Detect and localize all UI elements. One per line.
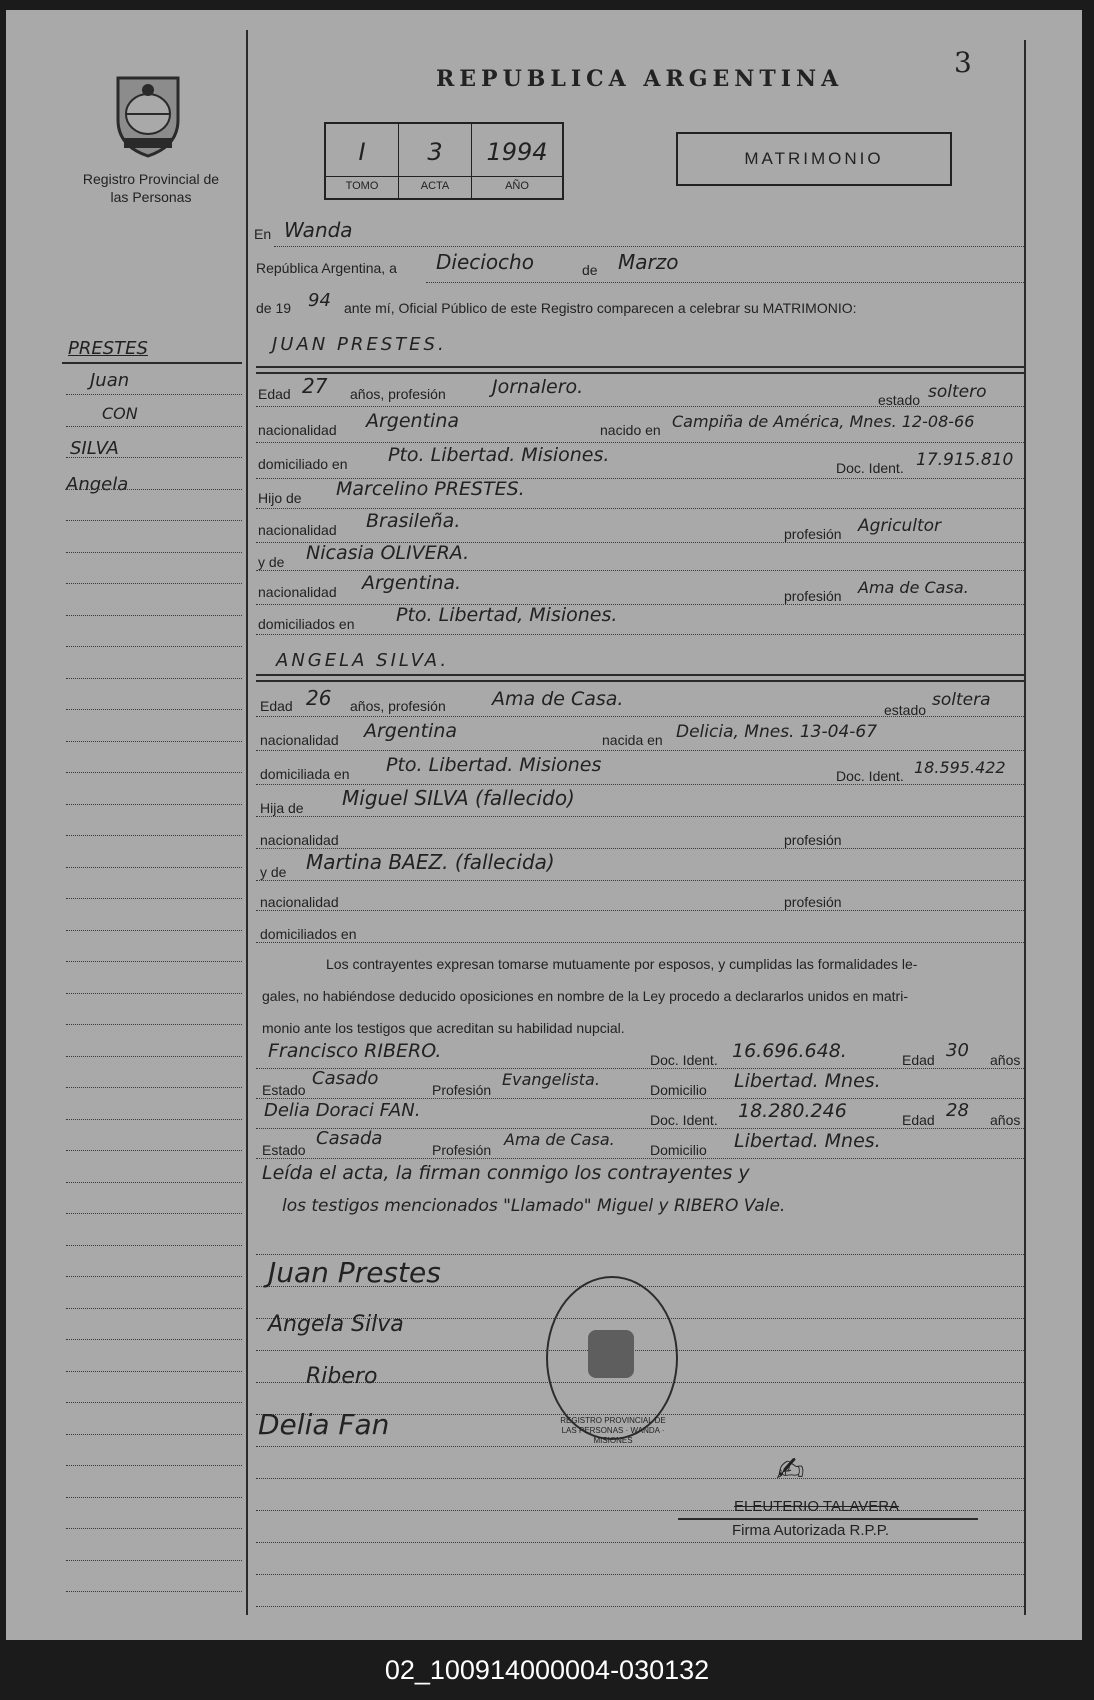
witness-1-profesion-label: Profesión xyxy=(432,1082,492,1098)
year-prefix: de 19 xyxy=(256,300,292,316)
margin-ruled-line xyxy=(66,520,242,521)
year-suffix: 94 xyxy=(308,290,331,311)
margin-ruled-line xyxy=(66,646,242,647)
bride-father-nat-label: nacionalidad xyxy=(260,832,339,848)
place-value: Wanda xyxy=(284,218,353,242)
witness-1-name: Francisco RIBERO. xyxy=(268,1040,442,1062)
groom-domicilio-label: domiciliado en xyxy=(258,456,348,472)
groom-father-prof: Agricultor xyxy=(858,516,942,536)
groom-mother-label: y de xyxy=(258,554,285,570)
de-label: de xyxy=(582,262,598,278)
bride-nacida-label: nacida en xyxy=(602,732,663,748)
groom-name: JUAN PRESTES. xyxy=(272,334,447,355)
groom-doc-label: Doc. Ident. xyxy=(836,460,904,476)
signature-ruled-line xyxy=(256,1446,1024,1447)
margin-ruled-line xyxy=(66,1591,242,1592)
tomo-value: I xyxy=(358,138,366,166)
witness-1-doc-label: Doc. Ident. xyxy=(650,1052,718,1068)
margin-ruled-line xyxy=(66,1245,242,1246)
declaration-line-1: Los contrayentes expresan tomarse mutuamente por esposos, y cumplidas las formalidades le- xyxy=(326,956,918,972)
bride-mother: Martina BAEZ. (fallecida) xyxy=(306,850,555,874)
margin-ruled-line xyxy=(66,1182,242,1183)
groom-father-prof-label: profesión xyxy=(784,526,842,542)
scan-id: 02_100914000004-030132 xyxy=(384,1655,710,1685)
margin-ruled-line xyxy=(66,1024,242,1025)
bride-nationality: Argentina xyxy=(364,720,458,742)
registry-name: Registro Provincial de las Personas xyxy=(82,171,220,205)
margin-ruled-line xyxy=(66,583,242,584)
margin-ruled-line xyxy=(66,867,242,868)
official-title: Firma Autorizada R.P.P. xyxy=(732,1522,890,1539)
groom-parents-dom: Pto. Libertad, Misiones. xyxy=(396,604,618,626)
witness-1-estado-label: Estado xyxy=(262,1082,306,1098)
acta-label: ACTA xyxy=(420,180,450,192)
groom-nacionalidad-label: nacionalidad xyxy=(258,422,337,438)
witness-2-edad-label: Edad xyxy=(902,1112,935,1128)
witness-2-estado: Casada xyxy=(316,1128,383,1149)
margin-ruled-line xyxy=(66,1339,242,1340)
witness-1-anos-label: años xyxy=(990,1052,1021,1068)
bride-profesion-label: años, profesión xyxy=(350,698,446,714)
bride-age: 26 xyxy=(306,686,332,710)
acta-value: 3 xyxy=(427,138,443,166)
closing-line-1: Leída el acta, la firman conmigo los contrayentes y xyxy=(262,1162,750,1184)
margin-ruled-line xyxy=(66,741,242,742)
groom-nationality: Argentina xyxy=(366,410,460,432)
tomo-acta-anio-box xyxy=(324,122,564,200)
bride-parents-dom-label: domiciliados en xyxy=(260,926,357,942)
appearance-statement: ante mí, Oficial Público de este Registro comparecen a celebrar su MATRIMONIO: xyxy=(344,300,857,316)
signature-ruled-line xyxy=(256,1574,1024,1575)
bride-mother-prof-label: profesión xyxy=(784,894,842,910)
groom-mother: Nicasia OLIVERA. xyxy=(306,542,470,564)
groom-domicile: Pto. Libertad. Misiones. xyxy=(388,444,610,466)
tomo-label: TOMO xyxy=(345,180,379,192)
act-type-box xyxy=(676,132,952,186)
margin-ruled-line xyxy=(66,898,242,899)
bride-domicilio-label: domiciliada en xyxy=(260,766,350,782)
margin-ruled-line xyxy=(66,1528,242,1529)
margin-rule xyxy=(62,362,242,364)
groom-mother-nat: Argentina. xyxy=(362,572,462,594)
left-margin-rule xyxy=(246,30,248,1615)
bride-profession: Ama de Casa. xyxy=(492,688,624,710)
bride-nacionalidad-label: nacionalidad xyxy=(260,732,339,748)
day-value: Dieciocho xyxy=(436,250,534,274)
witness-1-domicilio-label: Domicilio xyxy=(650,1082,707,1098)
groom-father-label: Hijo de xyxy=(258,490,302,506)
margin-ruled-line xyxy=(66,552,242,553)
signature-groom: Juan Prestes xyxy=(268,1256,441,1289)
bride-father-prof-label: profesión xyxy=(784,832,842,848)
bride-father-label: Hija de xyxy=(260,800,304,816)
groom-mother-prof-label: profesión xyxy=(784,588,842,604)
groom-profesion-label: años, profesión xyxy=(350,386,446,402)
witness-2-profession: Ama de Casa. xyxy=(504,1130,615,1149)
margin-ruled-line xyxy=(66,426,242,427)
coat-of-arms-icon xyxy=(110,72,186,165)
right-margin-rule xyxy=(1024,40,1026,1615)
margin-ruled-line xyxy=(66,961,242,962)
declaration-line-2: gales, no habiéndose deducido oposiciones en nombre de la Ley procedo a declararlos unidos en matri- xyxy=(262,988,908,1004)
margin-note-name-groom: Juan xyxy=(90,370,130,391)
margin-ruled-line xyxy=(66,1276,242,1277)
witness-2-domicile: Libertad. Mnes. xyxy=(734,1130,881,1152)
witness-2-domicilio-label: Domicilio xyxy=(650,1142,707,1158)
groom-estado: soltero xyxy=(928,382,987,402)
margin-ruled-line xyxy=(66,1402,242,1403)
witness-1-estado: Casado xyxy=(312,1068,379,1089)
margin-note-surname-groom: PRESTES xyxy=(68,338,148,359)
margin-ruled-line xyxy=(66,709,242,710)
witness-2-estado-label: Estado xyxy=(262,1142,306,1158)
bride-mother-label: y de xyxy=(260,864,287,880)
page-number: 3 xyxy=(954,46,972,79)
groom-mother-prof: Ama de Casa. xyxy=(858,578,969,597)
witness-2-profesion-label: Profesión xyxy=(432,1142,492,1158)
margin-ruled-line xyxy=(66,930,242,931)
groom-edad-label: Edad xyxy=(258,386,291,402)
margin-ruled-line xyxy=(66,457,242,458)
witness-2-anos-label: años xyxy=(990,1112,1021,1128)
signature-witness-2: Delia Fan xyxy=(258,1408,390,1441)
signature-ruled-line xyxy=(256,1254,1024,1255)
margin-ruled-line xyxy=(66,1560,242,1561)
bride-estado-label: estado xyxy=(884,702,927,718)
official-signature-scribble: ✍ xyxy=(776,1450,805,1490)
margin-ruled-line xyxy=(66,489,242,490)
stamp-text: REGISTRO PROVINCIAL DE LAS PERSONAS · WANDA · MISIONES xyxy=(560,1416,666,1445)
bride-birth: Delicia, Mnes. 13-04-67 xyxy=(676,722,878,742)
witness-2-doc: 18.280.246 xyxy=(738,1100,847,1122)
margin-ruled-line xyxy=(66,1371,242,1372)
register-page xyxy=(6,10,1082,1640)
margin-ruled-line xyxy=(66,804,242,805)
witness-2-name: Delia Doraci FAN. xyxy=(264,1100,421,1121)
groom-age: 27 xyxy=(302,374,328,398)
signature-ruled-line xyxy=(256,1510,1024,1511)
margin-ruled-line xyxy=(66,394,242,395)
witness-1-age: 30 xyxy=(946,1040,969,1061)
margin-ruled-line xyxy=(66,678,242,679)
bride-domicile: Pto. Libertad. Misiones xyxy=(386,754,602,776)
bride-name: ANGELA SILVA. xyxy=(276,650,450,671)
margin-ruled-line xyxy=(66,1087,242,1088)
closing-line-2: los testigos mencionados "Llamado" Miguel y RIBERO Vale. xyxy=(282,1196,786,1216)
bride-father: Miguel SILVA (fallecido) xyxy=(342,786,575,810)
witness-1-profession: Evangelista. xyxy=(502,1070,600,1089)
groom-father-nat-label: nacionalidad xyxy=(258,522,337,538)
anio-value: 1994 xyxy=(486,138,548,166)
bride-estado: soltera xyxy=(932,690,991,710)
anio-label: AÑO xyxy=(505,180,529,192)
signature-ruled-line xyxy=(256,1478,1024,1479)
bride-doc-label: Doc. Ident. xyxy=(836,768,904,784)
groom-father-nat: Brasileña. xyxy=(366,510,461,532)
margin-note-surname-bride: SILVA xyxy=(70,438,119,459)
bride-doc: 18.595.422 xyxy=(914,758,1006,777)
witness-2-age: 28 xyxy=(946,1100,969,1121)
witness-2-doc-label: Doc. Ident. xyxy=(650,1112,718,1128)
country-title: REPUBLICA ARGENTINA xyxy=(436,66,844,92)
margin-note-name-bride: Angela xyxy=(66,474,129,495)
act-type: MATRIMONIO xyxy=(744,149,884,168)
margin-ruled-line xyxy=(66,1465,242,1466)
republica-label: República Argentina, a xyxy=(256,260,397,276)
witness-1-domicile: Libertad. Mnes. xyxy=(734,1070,881,1092)
official-name: ELEUTERIO TALAVERA xyxy=(734,1498,900,1515)
groom-parents-dom-label: domiciliados en xyxy=(258,616,355,632)
margin-ruled-line xyxy=(66,772,242,773)
groom-father: Marcelino PRESTES. xyxy=(336,478,525,500)
groom-mother-nat-label: nacionalidad xyxy=(258,584,337,600)
margin-ruled-line xyxy=(66,1150,242,1151)
margin-note-con: CON xyxy=(102,404,138,423)
signature-bride: Angela Silva xyxy=(268,1312,404,1337)
signature-witness-1: Ribero xyxy=(306,1364,378,1389)
bride-edad-label: Edad xyxy=(260,698,293,714)
witness-1-doc: 16.696.648. xyxy=(732,1040,847,1062)
month-value: Marzo xyxy=(618,250,679,274)
margin-ruled-line xyxy=(66,835,242,836)
signature-ruled-line xyxy=(256,1606,1024,1607)
groom-estado-label: estado xyxy=(878,392,921,408)
margin-ruled-line xyxy=(66,1434,242,1435)
margin-ruled-line xyxy=(66,615,242,616)
margin-ruled-line xyxy=(66,1213,242,1214)
declaration-line-3: monio ante los testigos que acreditan su habilidad nupcial. xyxy=(262,1020,625,1036)
groom-birth: Campiña de América, Mnes. 12-08-66 xyxy=(672,412,975,431)
groom-doc: 17.915.810 xyxy=(916,450,1014,470)
margin-ruled-line xyxy=(66,1308,242,1309)
groom-profession: Jornalero. xyxy=(492,376,584,398)
witness-1-edad-label: Edad xyxy=(902,1052,935,1068)
margin-ruled-line xyxy=(66,1119,242,1120)
signature-ruled-line xyxy=(256,1542,1024,1543)
margin-ruled-line xyxy=(66,993,242,994)
margin-ruled-line xyxy=(66,1497,242,1498)
groom-nacido-label: nacido en xyxy=(600,422,661,438)
margin-ruled-line xyxy=(66,1056,242,1057)
bride-mother-nat-label: nacionalidad xyxy=(260,894,339,910)
en-label: En xyxy=(254,226,272,242)
